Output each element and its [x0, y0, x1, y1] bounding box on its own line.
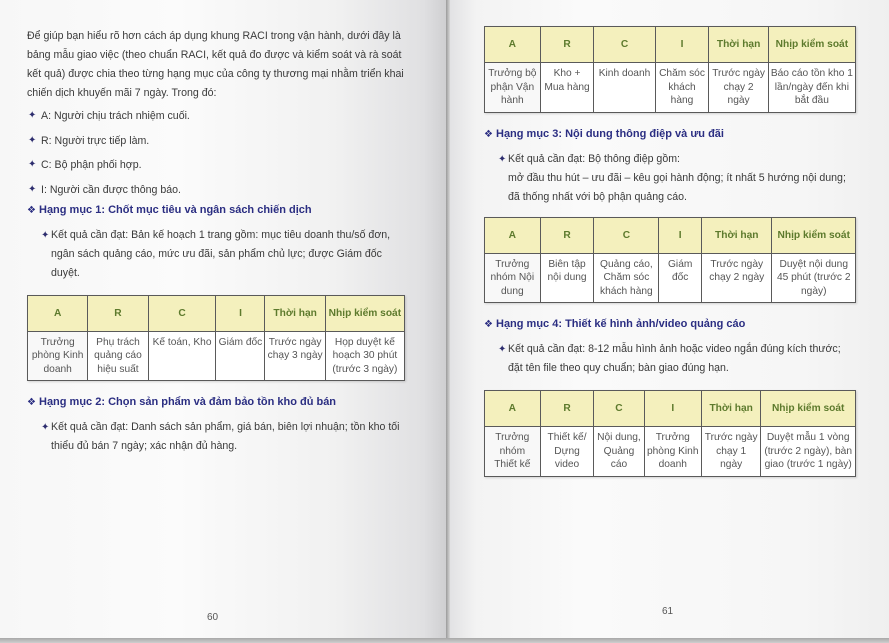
- header-c: C: [594, 391, 644, 427]
- header-c: C: [594, 217, 659, 253]
- definition-text: A: Người chịu trách nhiệm cuối.: [41, 110, 190, 122]
- table-header-row: [485, 391, 856, 427]
- table-row: [28, 331, 405, 381]
- header-r: R: [540, 27, 594, 63]
- cell-c: Quảng cáo, Chăm sóc khách hàng: [594, 253, 659, 303]
- cell-i: Giám đốc: [216, 331, 265, 381]
- raci-definitions: [27, 109, 405, 197]
- diamond-bullet-icon: ❖: [484, 128, 493, 140]
- header-i: I: [655, 27, 709, 63]
- bullet-star-icon: ✦: [28, 134, 37, 146]
- header-deadline: Thời hạn: [709, 27, 768, 63]
- section-heading-text: Hạng mục 1: Chốt mục tiêu và ngân sách chiến dịch: [39, 203, 312, 216]
- page-right-content: [484, 24, 856, 489]
- table-row: [485, 253, 856, 303]
- cell-deadline: Trước ngày chạy 2 ngày: [709, 63, 768, 113]
- header-a: A: [485, 391, 541, 427]
- header-control: Nhịp kiểm soát: [761, 391, 856, 427]
- bullet-star-icon: ✦: [28, 183, 37, 195]
- cell-r: Kho + Mua hàng: [540, 63, 594, 113]
- cell-deadline: Trước ngày chạy 3 ngày: [265, 331, 325, 381]
- cell-r: Thiết kế/ Dựng video: [540, 427, 594, 477]
- header-a: A: [485, 27, 541, 63]
- header-deadline: Thời hạn: [265, 295, 325, 331]
- header-a: A: [28, 295, 88, 331]
- header-deadline: Thời hạn: [702, 391, 761, 427]
- header-i: I: [644, 391, 702, 427]
- section-2-raci-table: [484, 26, 856, 113]
- cell-c: Nội dung, Quảng cáo: [594, 427, 644, 477]
- section-heading-text: Hạng mục 4: Thiết kế hình ảnh/video quảng cáo: [496, 318, 746, 330]
- section-1-heading: [27, 203, 405, 218]
- cell-i: Chăm sóc khách hàng: [655, 63, 709, 113]
- page-right: [450, 0, 889, 638]
- header-control: Nhịp kiểm soát: [772, 217, 856, 253]
- diamond-bullet-icon: ❖: [27, 204, 36, 216]
- page-number-left: 60: [207, 612, 219, 623]
- diamond-bullet-icon: ❖: [484, 319, 493, 330]
- header-r: R: [540, 217, 594, 253]
- page-number-right: 61: [662, 606, 674, 617]
- header-a: A: [485, 217, 541, 253]
- cell-a: Trưởng bộ phận Vận hành: [485, 63, 541, 113]
- cell-control: Duyệt nội dung 45 phút (trước 2 ngày): [772, 253, 856, 303]
- header-i: I: [216, 295, 265, 331]
- page-left-content: [27, 27, 405, 456]
- definition-i: [27, 183, 405, 197]
- header-control: Nhịp kiểm soát: [768, 27, 855, 63]
- cell-a: Trưởng nhóm Thiết kế: [485, 427, 541, 477]
- header-r: R: [88, 295, 148, 331]
- bullet-star-icon: ✦: [498, 344, 507, 355]
- cell-control: Họp duyệt kế hoạch 30 phút (trước 3 ngày): [325, 331, 404, 381]
- cell-c: Kế toán, Kho: [148, 331, 216, 381]
- definition-c: [27, 158, 405, 172]
- bullet-star-icon: ✦: [28, 159, 37, 170]
- header-control: Nhịp kiểm soát: [325, 295, 404, 331]
- section-3-raci-table: [484, 217, 856, 304]
- cell-r: Biên tập nội dung: [540, 253, 594, 303]
- cell-deadline: Trước ngày chạy 2 ngày: [702, 253, 772, 303]
- result-text-continued: mở đầu thu hút – ưu đãi – kêu gọi hành động; ít nhất 5 hướng nội dung; đã thống nhất với bộ phận quảng cáo.: [508, 171, 846, 203]
- table-header-row: [485, 217, 856, 253]
- page-left: [0, 0, 446, 638]
- definition-text: R: Người trực tiếp làm.: [41, 134, 150, 147]
- result-text: Kết quả cần đạt: Bản kế hoạch 1 trang gồm: mục tiêu doanh thu/số đơn, ngân sách quảng cáo, mức ưu đãi, sản phẩm chủ lực; được Giám đốc duyệt.: [51, 228, 391, 279]
- section-2-heading: [27, 395, 405, 410]
- diamond-bullet-icon: ❖: [27, 397, 36, 408]
- section-1-raci-table: [27, 295, 405, 382]
- cell-i: Trưởng phòng Kinh doanh: [644, 427, 702, 477]
- bullet-star-icon: ✦: [28, 110, 37, 121]
- section-3-heading: [484, 127, 856, 142]
- cell-c: Kinh doanh: [594, 63, 655, 113]
- header-c: C: [148, 295, 216, 331]
- cell-a: Trưởng phòng Kinh doanh: [28, 331, 88, 381]
- result-text: Kết quả cần đạt: 8-12 mẫu hình ảnh hoặc video ngắn đúng kích thước; đặt tên file theo quy chuẩn; bàn giao đúng hạn.: [508, 343, 841, 374]
- section-heading-text: Hạng mục 3: Nội dung thông điệp và ưu đãi: [496, 127, 724, 140]
- bullet-star-icon: ✦: [41, 422, 50, 433]
- intro-paragraph: Để giúp bạn hiểu rõ hơn cách áp dụng khung RACI trong vận hành, dưới đây là bảng mẫu giao việc (theo chuẩn RACI, kết quả đo được và kiểm soát và rà soát kết quả) được chia theo từng hạng mục của công ty thương mại nhằm triển khai chiến dịch khuyến mãi 7 ngày. Trong đó:: [27, 30, 404, 99]
- definition-text: I: Người cần được thông báo.: [41, 183, 181, 196]
- table-row: [485, 427, 856, 477]
- bullet-star-icon: ✦: [498, 153, 507, 165]
- header-i: I: [659, 217, 702, 253]
- section-1-result: [27, 226, 405, 283]
- header-r: R: [540, 391, 594, 427]
- result-text: Kết quả cần đạt: Danh sách sản phẩm, giá bán, biên lợi nhuận; tồn kho tối thiểu đủ bán 7 ngày; xác nhận đủ hàng.: [51, 421, 400, 452]
- header-c: C: [594, 27, 655, 63]
- section-3-result: [484, 150, 856, 207]
- definition-r: [27, 134, 405, 148]
- cell-i: Giám đốc: [659, 253, 702, 303]
- section-2-result: [27, 418, 405, 456]
- cell-control: Báo cáo tồn kho 1 lần/ngày đến khi bắt đầu: [768, 63, 855, 113]
- definition-text: C: Bộ phận phối hợp.: [41, 159, 142, 171]
- table-header-row: [28, 295, 405, 331]
- result-text: Kết quả cần đạt: Bộ thông điệp gồm:: [508, 152, 680, 165]
- bullet-star-icon: ✦: [41, 229, 50, 241]
- table-row: [485, 63, 856, 113]
- book-bottom-edge: [0, 638, 889, 643]
- cell-deadline: Trước ngày chạy 1 ngày: [702, 427, 761, 477]
- cell-control: Duyệt mẫu 1 vòng (trước 2 ngày), bàn giao (trước 1 ngày): [761, 427, 856, 477]
- definition-a: [27, 109, 405, 123]
- table-header-row: [485, 27, 856, 63]
- section-4-heading: [484, 317, 856, 332]
- section-4-raci-table: [484, 390, 856, 477]
- header-deadline: Thời hạn: [702, 217, 772, 253]
- cell-r: Phụ trách quảng cáo hiệu suất: [88, 331, 148, 381]
- section-heading-text: Hạng mục 2: Chọn sản phẩm và đảm bảo tồn kho đủ bán: [39, 396, 337, 408]
- section-4-result: [484, 340, 856, 378]
- cell-a: Trưởng nhóm Nội dung: [485, 253, 541, 303]
